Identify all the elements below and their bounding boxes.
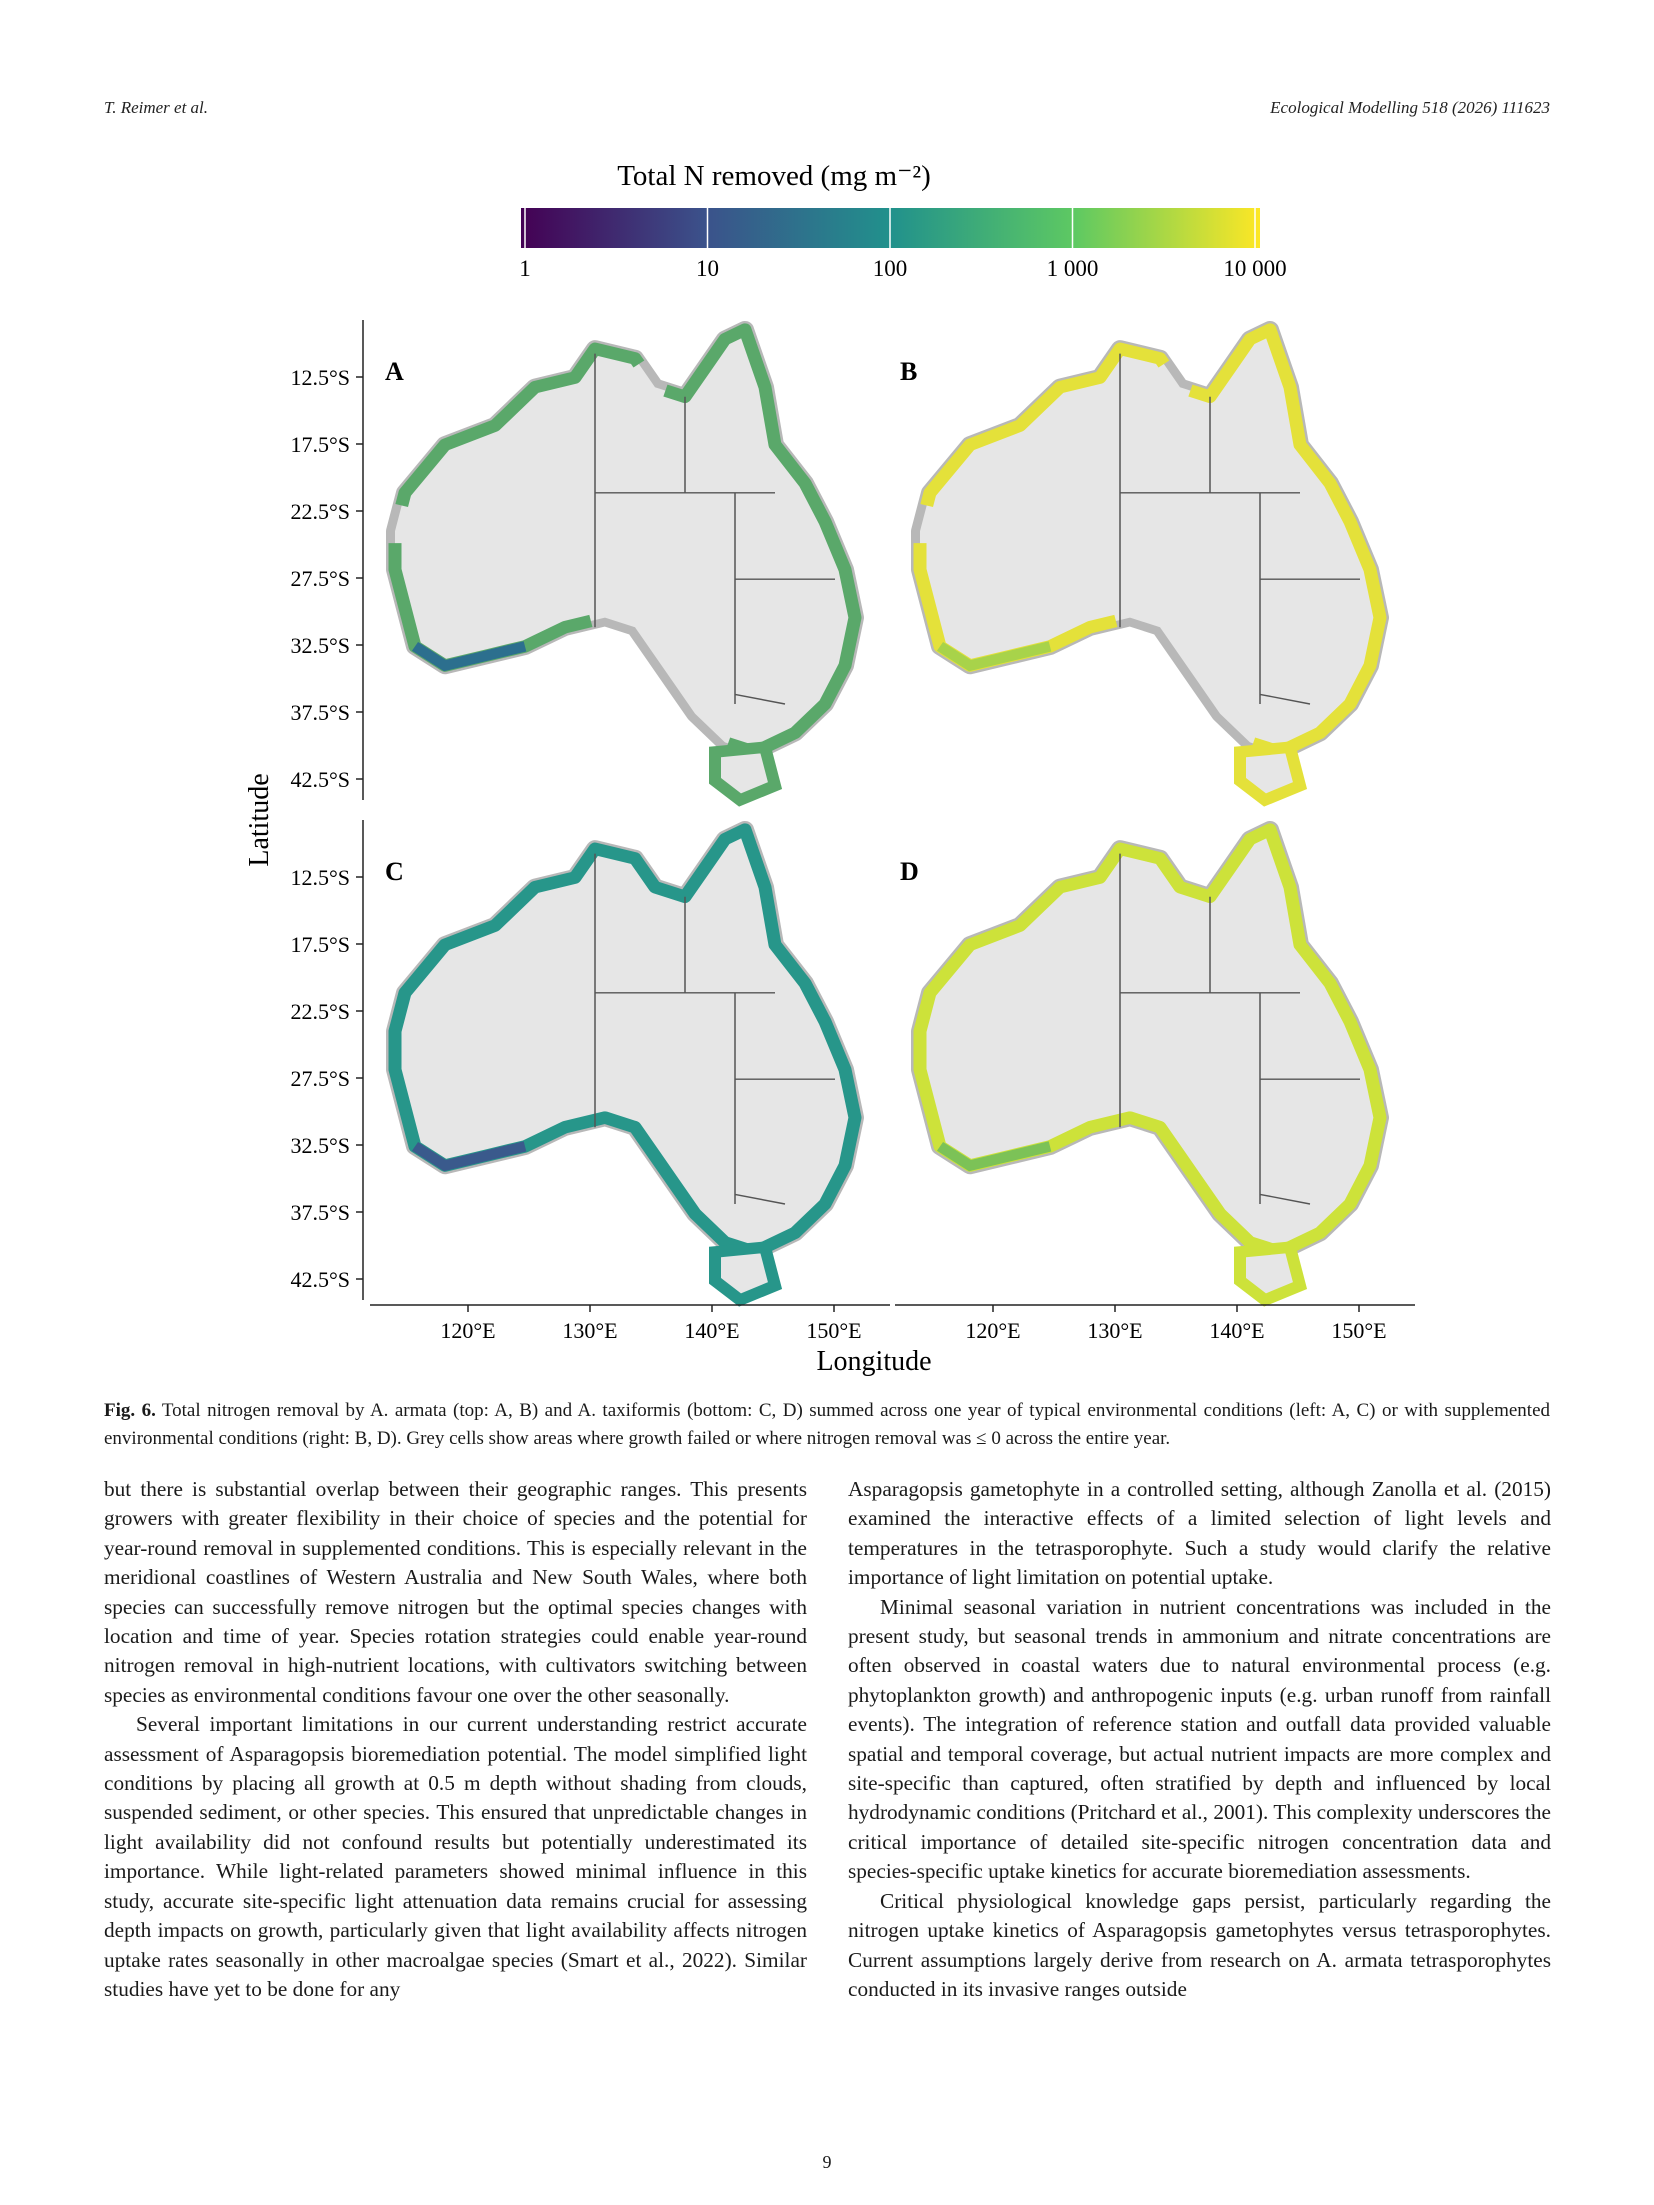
- lat-tick-label: 42.5°S: [290, 1267, 350, 1292]
- colorbar-tick-label: 100: [872, 256, 908, 281]
- lat-tick-label: 22.5°S: [290, 499, 350, 524]
- body-column-right: [848, 1475, 1551, 2004]
- lat-tick-label: 12.5°S: [290, 865, 350, 890]
- caption-label: Fig. 6.: [104, 1400, 156, 1421]
- body-paragraph: but there is substantial overlap between their geographic ranges. This presents growers with greater flexibility in their choice of species and the potential for year-round removal in supplemented conditions. This is especially relevant in the meridional coastlines of Western Australia and New South Wales, where both species can successfully remove nitrogen but the optimal species changes with location and time of year. Species rotation strategies could enable year-round nitrogen removal in high-nutrient locations, with cultivators switching between species as environmental conditions favour one over the other seasonally.: [104, 1477, 807, 1707]
- body-column-left: [104, 1475, 807, 2004]
- x-axis-label: Longitude: [816, 1346, 932, 1377]
- colorbar-tick-label: 10: [696, 256, 719, 281]
- lon-tick-label: 140°E: [1209, 1318, 1265, 1343]
- figure-caption: [104, 1397, 1550, 1453]
- lat-tick-label: 42.5°S: [290, 767, 350, 792]
- body-paragraph: Minimal seasonal variation in nutrient concentrations was included in the present study, but seasonal trends in ammonium and nitrate concentrations are often observed in coastal waters due to natural environmental process (e.g. phytoplankton growth) and anthropogenic inputs (e.g. urban runoff from rainfall events). The integration of reference station and outfall data provided valuable spatial and temporal coverage, but actual nutrient impacts are more complex and site-specific than captured, often stratified by depth and influenced by local hydrodynamic conditions (Pritchard et al., 2001). This complexity underscores the critical importance of detailed site-specific nitrogen concentration data and species-specific uptake kinetics for accurate bioremediation assessments.: [848, 1594, 1551, 1884]
- map-panels: [385, 330, 1380, 1300]
- coastline-nitrogen: [920, 830, 1380, 1252]
- map-panel-b: [920, 330, 1380, 800]
- body-paragraph: Critical physiological knowledge gaps persist, particularly regarding the nitrogen uptake kinetics of Asparagopsis gametophytes versus tetrasporophytes. Current assumptions largely derive from research on A. armata tetrasporophytes conducted in its invasive ranges outside: [848, 1888, 1551, 2001]
- latitude-ticks: [290, 320, 363, 1300]
- running-header-authors: T. Reimer et al.: [104, 98, 209, 117]
- lon-tick-label: 120°E: [965, 1318, 1021, 1343]
- longitude-ticks: [370, 1305, 1415, 1343]
- running-header-journal: Ecological Modelling 518 (2026) 111623: [1270, 98, 1550, 117]
- tasmania: [1240, 747, 1300, 800]
- body-paragraph: Asparagopsis gametophyte in a controlled setting, although Zanolla et al. (2015) examined the interactive effects of a limited selection of light levels and temperatures in the tetrasporophyte. Such a study would clarify the relative importance of light limitation on potential uptake.: [848, 1477, 1551, 1590]
- tasmania: [715, 747, 775, 800]
- colorbar-tick-label: 1 000: [1046, 256, 1099, 281]
- map-panel-d: [920, 830, 1380, 1300]
- lat-tick-label: 17.5°S: [290, 932, 350, 957]
- lat-tick-label: 12.5°S: [290, 365, 350, 390]
- lon-tick-label: 140°E: [684, 1318, 740, 1343]
- coastline-nitrogen: [395, 330, 855, 752]
- lon-tick-label: 130°E: [1087, 1318, 1143, 1343]
- coastline-nitrogen: [395, 830, 855, 1252]
- lat-tick-label: 32.5°S: [290, 1133, 350, 1158]
- lat-tick-label: 27.5°S: [290, 566, 350, 591]
- panel-label: B: [900, 357, 918, 386]
- lat-tick-label: 32.5°S: [290, 633, 350, 658]
- lon-tick-label: 130°E: [562, 1318, 618, 1343]
- page-number: 9: [822, 2152, 832, 2172]
- lon-tick-label: 120°E: [440, 1318, 496, 1343]
- y-axis-label: Latitude: [244, 773, 275, 867]
- map-panel-a: [395, 330, 855, 800]
- panel-label: A: [385, 357, 404, 386]
- map-panel-c: [395, 830, 855, 1300]
- colorbar-tick-label: 1: [519, 256, 531, 281]
- colorbar-title: Total N removed (mg m⁻²): [617, 160, 931, 192]
- panel-label: C: [385, 857, 404, 886]
- lon-tick-label: 150°E: [1331, 1318, 1387, 1343]
- tasmania: [715, 1247, 775, 1300]
- lon-tick-label: 150°E: [806, 1318, 862, 1343]
- lat-tick-label: 27.5°S: [290, 1066, 350, 1091]
- body-paragraph: Several important limitations in our current understanding restrict accurate assessment of Asparagopsis bioremediation potential. The model simplified light conditions by placing all growth at 0.5 m depth without shading from clouds, suspended sediment, or other species. This ensured that unpredictable changes in light availability did not confound results but potentially underestimated its importance. While light-related parameters showed minimal influence in this study, accurate site-specific light attenuation data remains crucial for assessing depth impacts on growth, particularly given that light availability affects nitrogen uptake rates seasonally in other macroalgae species (Smart et al., 2022). Similar studies have yet to be done for any: [104, 1712, 807, 2001]
- panel-label: D: [900, 857, 919, 886]
- lat-tick-label: 17.5°S: [290, 432, 350, 457]
- tasmania: [1240, 1247, 1300, 1300]
- lat-tick-label: 37.5°S: [290, 1200, 350, 1225]
- lat-tick-label: 37.5°S: [290, 700, 350, 725]
- coastline-nitrogen: [920, 330, 1380, 752]
- colorbar-tick-label: 10 000: [1223, 256, 1287, 281]
- caption-text: Total nitrogen removal by A. armata (top: A, B) and A. taxiformis (bottom: C, D) summed across one year of typical environmental conditions (left: A, C) or with supplemented environmental conditions (right: B, D). Grey cells show areas where growth failed or where nitrogen removal was ≤ 0 across the entire year.: [104, 1400, 1551, 1449]
- lat-tick-label: 22.5°S: [290, 999, 350, 1024]
